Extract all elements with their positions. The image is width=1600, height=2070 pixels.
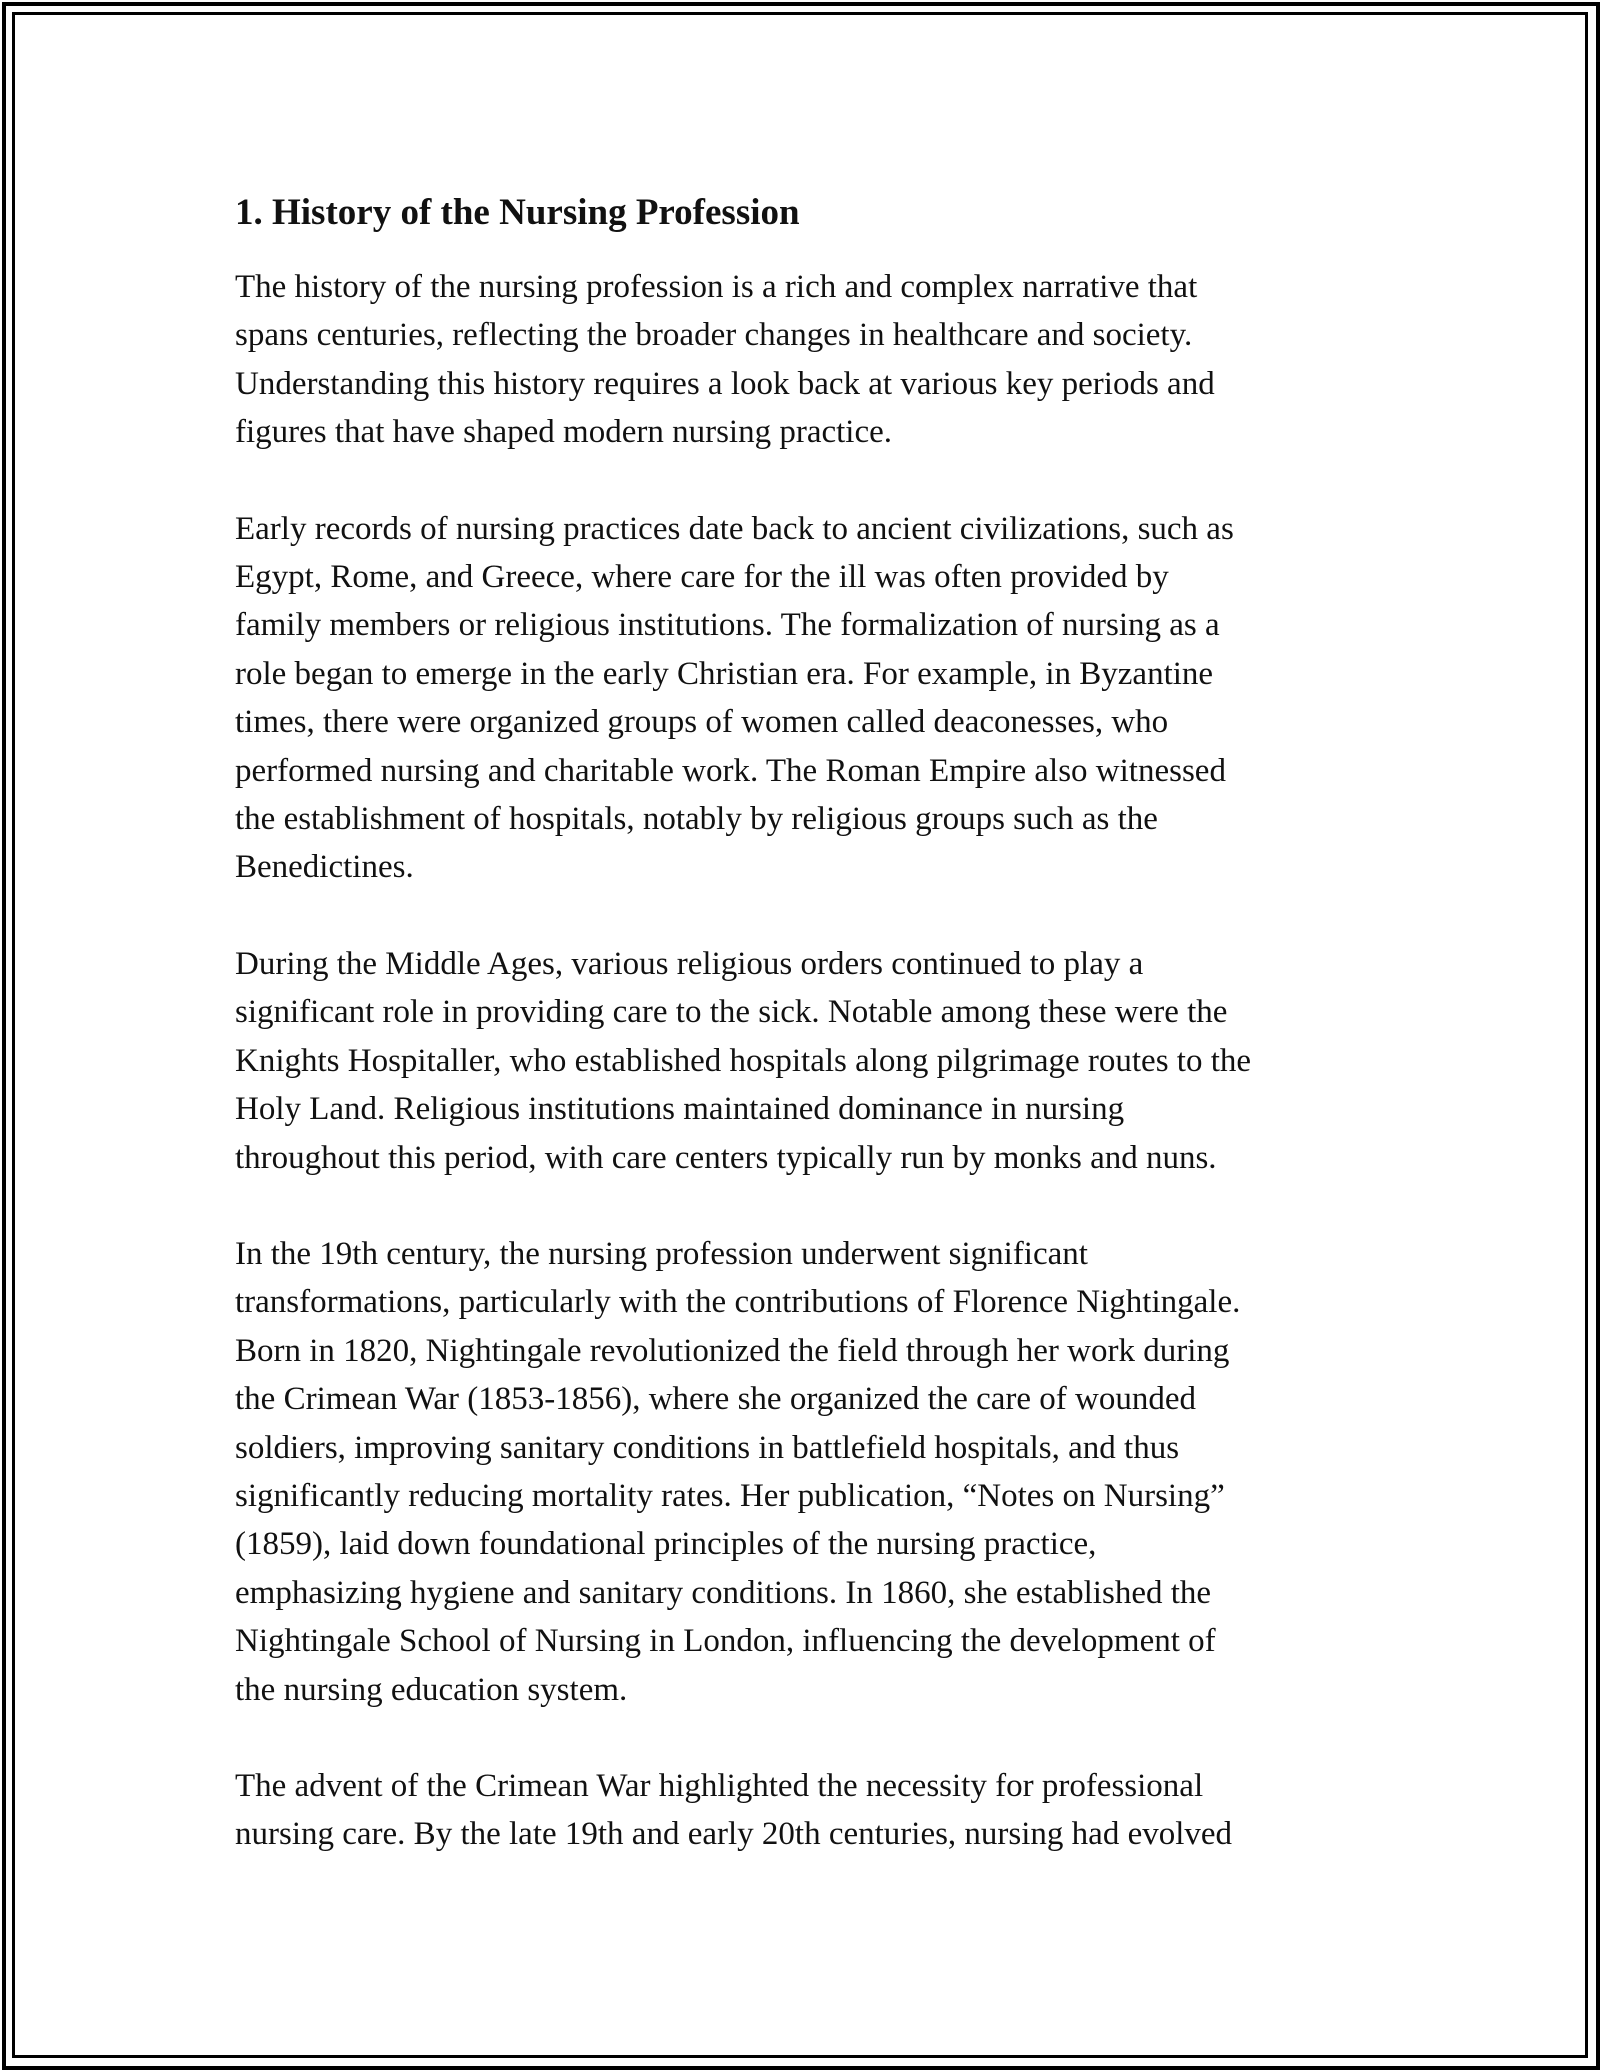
section-heading: 1. History of the Nursing Profession [235,192,800,233]
paragraph-intro: The history of the nursing profession is a rich and complex narrative that spans centuries, reflecting the broader changes in healthcare and society. Understanding this history requires a look back at various key periods and figures that have shaped modern nursing practice. [235,269,1215,451]
paragraph-crimean-war: The advent of the Crimean War highlighted the necessity for professional nursing care. By the late 19th and early 20th centuries, nursing had evolved [235,1767,1233,1853]
paragraph-early-records: Early records of nursing practices date back to ancient civilizations, such as Egypt, Rome, and Greece, where care for the ill was often provided by family members or religious institutions. The formalization of nursing as a role began to emerge in the early Christian era. For example, in Byzantine times, there were organized groups of women called deaconesses, who performed nursing and charitable work. The Roman Empire also witnessed the establishment of hospitals, notably by religious groups such as the Benedictines. [235,510,1234,886]
paragraph-middle-ages: During the Middle Ages, various religious orders continued to play a significant role in providing care to the sick. Notable among these were the Knights Hospitaller, who established hospitals along pilgrimage routes to the Holy Land. Religious institutions maintained dominance in nursing throughout this period, with care centers typically run by monks and nuns. [235,945,1252,1176]
paragraph-19th-century: In the 19th century, the nursing profession underwent significant transformations, particularly with the contributions of Florence Nightingale. Born in 1820, Nightingale revolutionized the field through her work during the Crimean War (1853-1856), where she organized the care of wounded soldiers, improving sanitary conditions in battlefield hospitals, and thus significantly reducing mortality rates. Her publication, “Notes on Nursing” (1859), laid down foundational principles of the nursing practice, emphasizing hygiene and sanitary conditions. In 1860, she established the Nightingale School of Nursing in London, influencing the development of the nursing education system. [235,1235,1241,1708]
document-body [235,185,1375,1907]
